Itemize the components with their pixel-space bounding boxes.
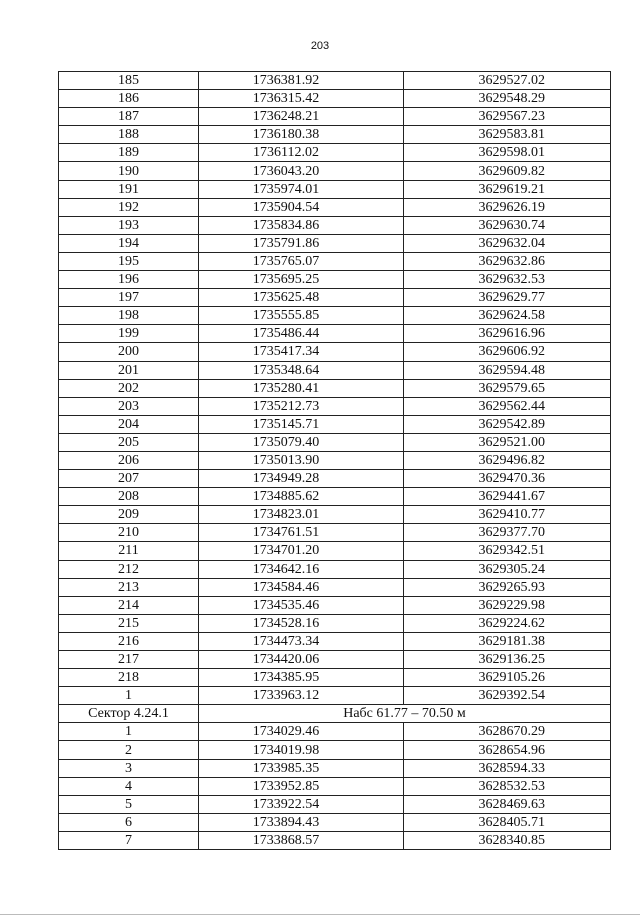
point-number-cell: 214 [59,596,199,614]
table-row [59,741,611,759]
point-number-cell: 207 [59,470,199,488]
point-number-cell: 193 [59,216,199,234]
table-row [59,162,611,180]
point-number-cell: 200 [59,343,199,361]
y-coordinate-cell: 3629624.58 [404,307,611,325]
y-coordinate-cell: 3629632.53 [404,271,611,289]
table-row [59,669,611,687]
x-coordinate-cell: 1733985.35 [199,759,404,777]
x-coordinate-cell: 1733963.12 [199,687,404,705]
y-coordinate-cell: 3629632.04 [404,234,611,252]
x-coordinate-cell: 1734473.34 [199,632,404,650]
point-number-cell: 3 [59,759,199,777]
point-number-cell: 188 [59,126,199,144]
y-coordinate-cell: 3629265.93 [404,578,611,596]
table-row [59,361,611,379]
table-row [59,795,611,813]
y-coordinate-cell: 3628654.96 [404,741,611,759]
table-row [59,813,611,831]
point-number-cell: 206 [59,451,199,469]
point-number-cell: 203 [59,397,199,415]
x-coordinate-cell: 1735791.86 [199,234,404,252]
y-coordinate-cell: 3629470.36 [404,470,611,488]
page-edge-line [0,914,640,915]
x-coordinate-cell: 1735765.07 [199,252,404,270]
table-row [59,198,611,216]
point-number-cell: 6 [59,813,199,831]
table-row [59,379,611,397]
table-row [59,126,611,144]
y-coordinate-cell: 3629548.29 [404,90,611,108]
point-number-cell: 191 [59,180,199,198]
point-number-cell: 202 [59,379,199,397]
y-coordinate-cell: 3629527.02 [404,72,611,90]
point-number-cell: 190 [59,162,199,180]
table-row [59,180,611,198]
y-coordinate-cell: 3629583.81 [404,126,611,144]
coordinates-table-body-b [59,723,611,850]
x-coordinate-cell: 1736248.21 [199,108,404,126]
y-coordinate-cell: 3629224.62 [404,614,611,632]
table-row [59,307,611,325]
table-row [59,560,611,578]
point-number-cell: 198 [59,307,199,325]
table-row [59,831,611,849]
y-coordinate-cell: 3628594.33 [404,759,611,777]
y-coordinate-cell: 3629181.38 [404,632,611,650]
table-row [59,578,611,596]
table-row [59,777,611,795]
point-number-cell: 2 [59,741,199,759]
point-number-cell: 186 [59,90,199,108]
y-coordinate-cell: 3628340.85 [404,831,611,849]
y-coordinate-cell: 3628469.63 [404,795,611,813]
point-number-cell: 211 [59,542,199,560]
point-number-cell: 201 [59,361,199,379]
y-coordinate-cell: 3629598.01 [404,144,611,162]
table-row [59,289,611,307]
x-coordinate-cell: 1734701.20 [199,542,404,560]
sector-row [59,705,611,723]
point-number-cell: 212 [59,560,199,578]
point-number-cell: 197 [59,289,199,307]
point-number-cell: 192 [59,198,199,216]
x-coordinate-cell: 1733922.54 [199,795,404,813]
x-coordinate-cell: 1735974.01 [199,180,404,198]
table-row [59,506,611,524]
y-coordinate-cell: 3629619.21 [404,180,611,198]
y-coordinate-cell: 3629542.89 [404,415,611,433]
point-number-cell: 187 [59,108,199,126]
sector-height-range: Набс 61.77 – 70.50 м [199,705,611,723]
table-row [59,470,611,488]
table-row [59,343,611,361]
table-row [59,216,611,234]
point-number-cell: 208 [59,488,199,506]
sector-header [59,705,611,723]
x-coordinate-cell: 1735145.71 [199,415,404,433]
y-coordinate-cell: 3629579.65 [404,379,611,397]
y-coordinate-cell: 3629496.82 [404,451,611,469]
x-coordinate-cell: 1733952.85 [199,777,404,795]
x-coordinate-cell: 1735280.41 [199,379,404,397]
x-coordinate-cell: 1734885.62 [199,488,404,506]
point-number-cell: 210 [59,524,199,542]
y-coordinate-cell: 3629567.23 [404,108,611,126]
coordinates-table-body-a [59,72,611,705]
point-number-cell: 1 [59,687,199,705]
x-coordinate-cell: 1734642.16 [199,560,404,578]
y-coordinate-cell: 3629377.70 [404,524,611,542]
point-number-cell: 185 [59,72,199,90]
x-coordinate-cell: 1734949.28 [199,470,404,488]
y-coordinate-cell: 3629626.19 [404,198,611,216]
sector-label: Сектор 4.24.1 [59,705,199,723]
y-coordinate-cell: 3629630.74 [404,216,611,234]
y-coordinate-cell: 3629616.96 [404,325,611,343]
table-row [59,90,611,108]
point-number-cell: 195 [59,252,199,270]
x-coordinate-cell: 1736315.42 [199,90,404,108]
table-row [59,759,611,777]
table-row [59,651,611,669]
y-coordinate-cell: 3629609.82 [404,162,611,180]
table-row [59,234,611,252]
point-number-cell: 216 [59,632,199,650]
x-coordinate-cell: 1734029.46 [199,723,404,741]
y-coordinate-cell: 3628670.29 [404,723,611,741]
point-number-cell: 4 [59,777,199,795]
x-coordinate-cell: 1735695.25 [199,271,404,289]
coordinates-table [58,71,611,850]
y-coordinate-cell: 3629632.86 [404,252,611,270]
y-coordinate-cell: 3629629.77 [404,289,611,307]
table-row [59,325,611,343]
point-number-cell: 213 [59,578,199,596]
y-coordinate-cell: 3629136.25 [404,651,611,669]
point-number-cell: 215 [59,614,199,632]
x-coordinate-cell: 1736381.92 [199,72,404,90]
x-coordinate-cell: 1736180.38 [199,126,404,144]
table-row [59,271,611,289]
y-coordinate-cell: 3629229.98 [404,596,611,614]
x-coordinate-cell: 1734761.51 [199,524,404,542]
y-coordinate-cell: 3629441.67 [404,488,611,506]
x-coordinate-cell: 1734823.01 [199,506,404,524]
table-row [59,108,611,126]
point-number-cell: 199 [59,325,199,343]
table-row [59,632,611,650]
table-row [59,488,611,506]
y-coordinate-cell: 3629521.00 [404,433,611,451]
x-coordinate-cell: 1735625.48 [199,289,404,307]
table-row [59,451,611,469]
x-coordinate-cell: 1735013.90 [199,451,404,469]
point-number-cell: 5 [59,795,199,813]
x-coordinate-cell: 1735348.64 [199,361,404,379]
x-coordinate-cell: 1735555.85 [199,307,404,325]
x-coordinate-cell: 1733868.57 [199,831,404,849]
point-number-cell: 205 [59,433,199,451]
x-coordinate-cell: 1734584.46 [199,578,404,596]
point-number-cell: 204 [59,415,199,433]
x-coordinate-cell: 1734385.95 [199,669,404,687]
x-coordinate-cell: 1734019.98 [199,741,404,759]
y-coordinate-cell: 3629342.51 [404,542,611,560]
point-number-cell: 1 [59,723,199,741]
point-number-cell: 217 [59,651,199,669]
x-coordinate-cell: 1735417.34 [199,343,404,361]
point-number-cell: 218 [59,669,199,687]
y-coordinate-cell: 3629562.44 [404,397,611,415]
point-number-cell: 209 [59,506,199,524]
point-number-cell: 194 [59,234,199,252]
x-coordinate-cell: 1736112.02 [199,144,404,162]
point-number-cell: 189 [59,144,199,162]
table-row [59,72,611,90]
table-row [59,415,611,433]
x-coordinate-cell: 1736043.20 [199,162,404,180]
point-number-cell: 196 [59,271,199,289]
table-row [59,252,611,270]
y-coordinate-cell: 3628532.53 [404,777,611,795]
table-row [59,433,611,451]
table-row [59,524,611,542]
x-coordinate-cell: 1735904.54 [199,198,404,216]
y-coordinate-cell: 3629392.54 [404,687,611,705]
y-coordinate-cell: 3629305.24 [404,560,611,578]
table-row [59,614,611,632]
table-row [59,144,611,162]
table-row [59,596,611,614]
y-coordinate-cell: 3629105.26 [404,669,611,687]
x-coordinate-cell: 1735486.44 [199,325,404,343]
x-coordinate-cell: 1735079.40 [199,433,404,451]
x-coordinate-cell: 1734528.16 [199,614,404,632]
x-coordinate-cell: 1734535.46 [199,596,404,614]
table-row [59,723,611,741]
y-coordinate-cell: 3628405.71 [404,813,611,831]
x-coordinate-cell: 1735834.86 [199,216,404,234]
point-number-cell: 7 [59,831,199,849]
table-row [59,397,611,415]
y-coordinate-cell: 3629410.77 [404,506,611,524]
table-row [59,542,611,560]
y-coordinate-cell: 3629606.92 [404,343,611,361]
x-coordinate-cell: 1733894.43 [199,813,404,831]
x-coordinate-cell: 1735212.73 [199,397,404,415]
page-number: 203 [310,40,330,52]
y-coordinate-cell: 3629594.48 [404,361,611,379]
table-row [59,687,611,705]
x-coordinate-cell: 1734420.06 [199,651,404,669]
